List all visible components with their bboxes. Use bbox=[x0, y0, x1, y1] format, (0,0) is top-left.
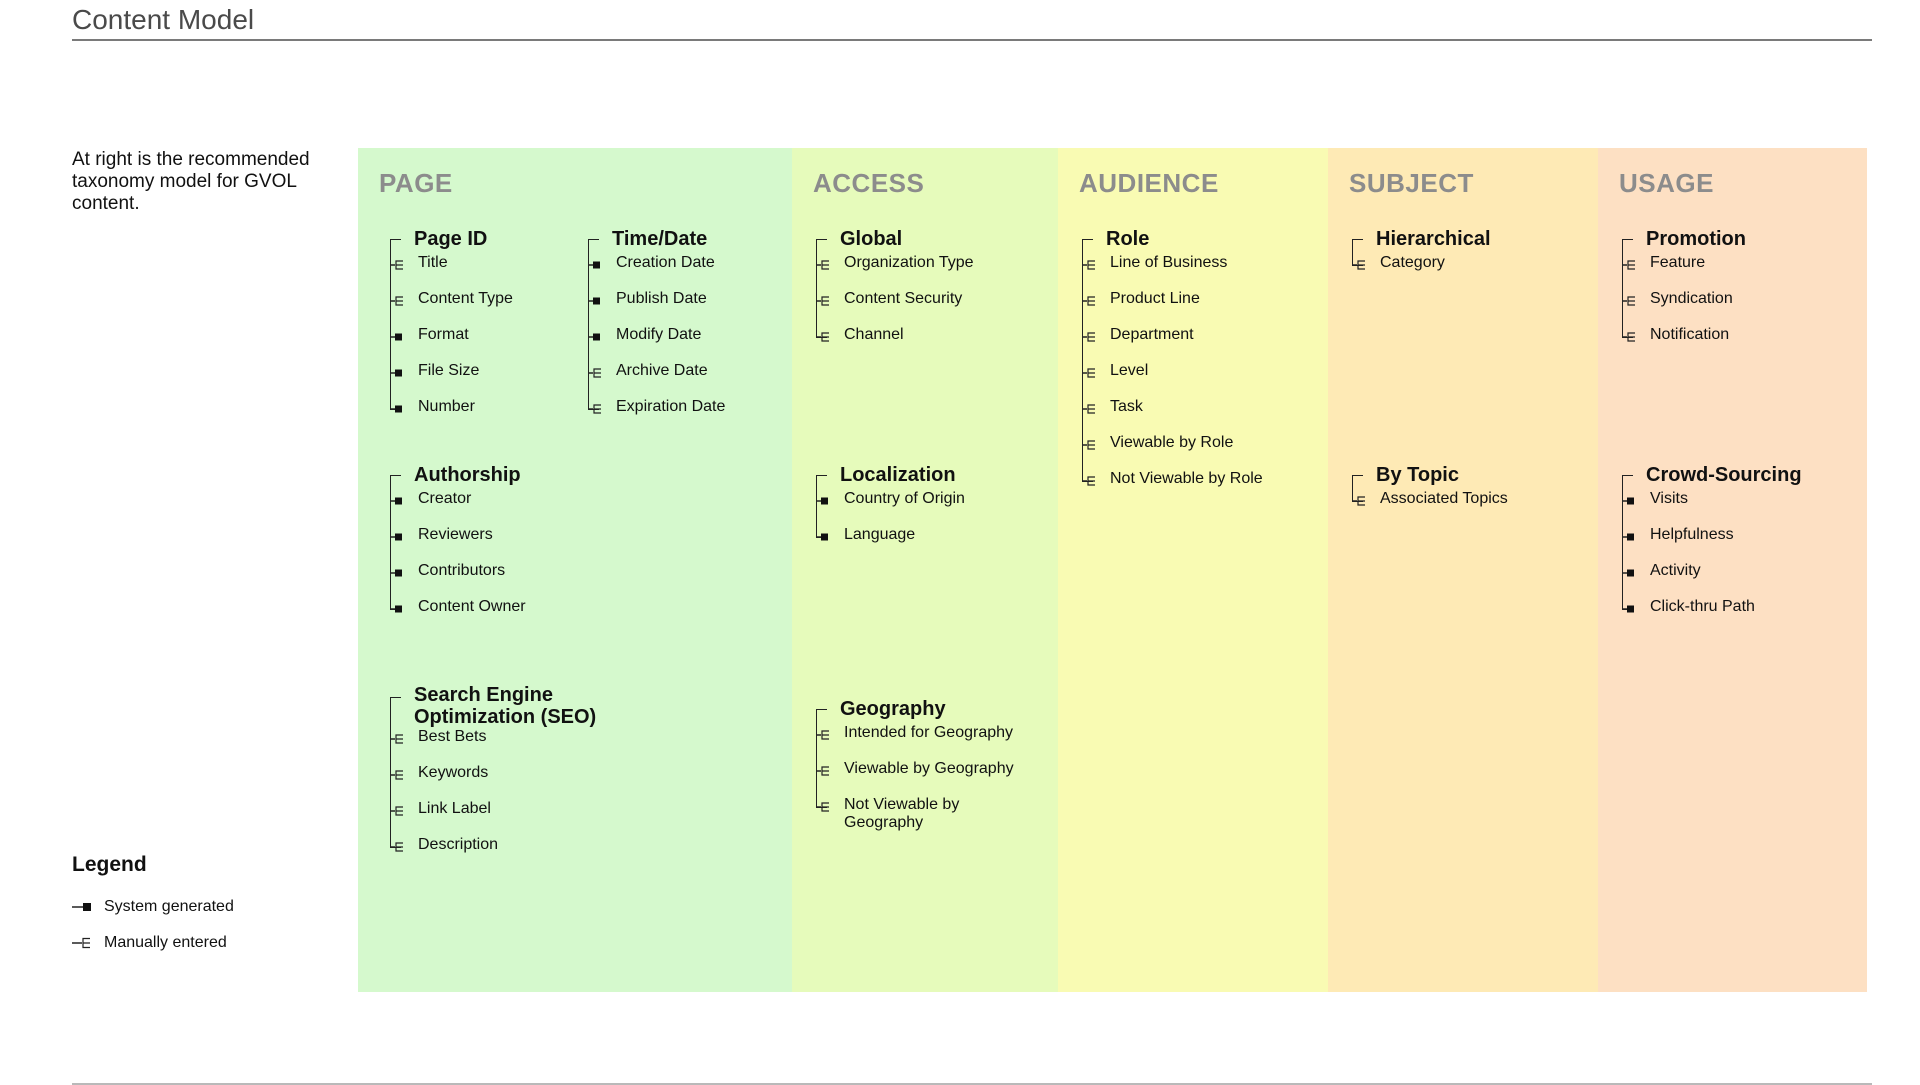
manually-entered-icon bbox=[588, 403, 602, 415]
manually-entered-icon bbox=[1082, 331, 1096, 343]
item-type-marker bbox=[588, 402, 602, 420]
item-label: Format bbox=[418, 326, 469, 343]
manually-entered-icon bbox=[390, 805, 404, 817]
manually-entered-icon bbox=[1082, 403, 1096, 415]
column-title: USAGE bbox=[1619, 168, 1714, 198]
manually-entered-icon bbox=[816, 331, 830, 343]
item-label: Feature bbox=[1650, 254, 1706, 271]
item-type-marker bbox=[1622, 530, 1636, 548]
group-title: Role bbox=[1106, 228, 1150, 250]
column-title: ACCESS bbox=[813, 168, 925, 198]
system-generated-icon bbox=[72, 901, 94, 913]
item-type-marker bbox=[1082, 294, 1096, 312]
item-type-marker bbox=[1622, 258, 1636, 276]
item-type-marker bbox=[1352, 258, 1366, 276]
item-type-marker bbox=[816, 530, 830, 548]
system-generated-icon bbox=[390, 367, 404, 379]
manually-entered-icon bbox=[1352, 495, 1366, 507]
item-type-marker bbox=[1622, 494, 1636, 512]
item-type-marker bbox=[1352, 494, 1366, 512]
manually-entered-icon bbox=[1622, 295, 1636, 307]
legend-row-system bbox=[72, 889, 234, 925]
system-generated-icon bbox=[588, 259, 602, 271]
group-title: Global bbox=[840, 228, 903, 250]
group-title: Geography bbox=[840, 698, 946, 720]
item-type-marker bbox=[390, 402, 404, 420]
legend-row-manual bbox=[72, 925, 234, 961]
manually-entered-icon bbox=[1082, 295, 1096, 307]
manually-entered-icon bbox=[1082, 367, 1096, 379]
manually-entered-icon bbox=[1082, 439, 1096, 451]
item-label: Notification bbox=[1650, 326, 1730, 343]
group-title: Promotion bbox=[1646, 228, 1746, 250]
group-title: Crowd-Sourcing bbox=[1646, 464, 1802, 486]
group-bracket bbox=[816, 709, 827, 808]
item-label: Channel bbox=[844, 326, 904, 343]
item-label: Modify Date bbox=[616, 326, 702, 343]
item-label: Description bbox=[418, 836, 499, 853]
item-type-marker bbox=[816, 258, 830, 276]
title-divider bbox=[72, 39, 1872, 41]
item-label: Associated Topics bbox=[1380, 490, 1508, 507]
item-type-marker bbox=[816, 294, 830, 312]
item-label: Content Type bbox=[418, 290, 513, 307]
column-usage bbox=[1598, 148, 1867, 992]
manually-entered-icon bbox=[390, 841, 404, 853]
item-type-marker bbox=[1082, 438, 1096, 456]
column-subject bbox=[1328, 148, 1598, 992]
intro-text: At right is the recommended taxonomy model for GVOL content. bbox=[72, 149, 310, 214]
item-type-marker bbox=[588, 330, 602, 348]
item-type-marker bbox=[390, 494, 404, 512]
item-label: Contributors bbox=[418, 562, 506, 579]
manually-entered-icon bbox=[390, 295, 404, 307]
manually-entered-icon bbox=[816, 729, 830, 741]
item-type-marker bbox=[588, 294, 602, 312]
item-label: Content Owner bbox=[418, 598, 526, 615]
item-type-marker bbox=[1082, 402, 1096, 420]
system-generated-icon bbox=[1622, 495, 1636, 507]
group-title: Search Engine Optimization (SEO) bbox=[414, 684, 597, 728]
system-generated-icon bbox=[390, 403, 404, 415]
system-generated-icon bbox=[390, 531, 404, 543]
item-type-marker bbox=[588, 258, 602, 276]
item-type-marker bbox=[1622, 294, 1636, 312]
manually-entered-icon bbox=[816, 801, 830, 813]
item-label: Language bbox=[844, 526, 916, 543]
item-type-marker bbox=[588, 366, 602, 384]
manually-entered-icon bbox=[816, 765, 830, 777]
item-label: Category bbox=[1380, 254, 1445, 271]
item-type-marker bbox=[816, 728, 830, 746]
item-label: Creator bbox=[418, 490, 472, 507]
manually-entered-icon bbox=[1622, 331, 1636, 343]
system-generated-icon bbox=[1622, 603, 1636, 615]
manually-entered-icon bbox=[1622, 259, 1636, 271]
item-label: Click-thru Path bbox=[1650, 598, 1755, 615]
item-label: Visits bbox=[1650, 490, 1688, 507]
item-label: File Size bbox=[418, 362, 480, 379]
item-label: Line of Business bbox=[1110, 254, 1228, 271]
item-type-marker bbox=[816, 330, 830, 348]
legend bbox=[72, 853, 234, 961]
legend-system-label: System generated bbox=[104, 898, 234, 915]
manually-entered-icon bbox=[1082, 259, 1096, 271]
item-label: Task bbox=[1110, 398, 1143, 415]
item-type-marker bbox=[816, 764, 830, 782]
item-type-marker bbox=[816, 494, 830, 512]
column-page bbox=[358, 148, 792, 992]
item-label: Title bbox=[418, 254, 448, 271]
item-label: Helpfulness bbox=[1650, 526, 1734, 543]
item-type-marker bbox=[1082, 258, 1096, 276]
item-type-marker bbox=[1082, 474, 1096, 492]
item-type-marker bbox=[390, 330, 404, 348]
item-label: Country of Origin bbox=[844, 490, 965, 507]
column-title: AUDIENCE bbox=[1079, 168, 1219, 198]
item-label: Reviewers bbox=[418, 526, 493, 543]
manually-entered-icon bbox=[1352, 259, 1366, 271]
column-title: PAGE bbox=[379, 168, 453, 198]
item-type-marker bbox=[390, 366, 404, 384]
system-generated-icon bbox=[390, 331, 404, 343]
item-type-marker bbox=[1622, 330, 1636, 348]
item-label: Department bbox=[1110, 326, 1194, 343]
item-label: Number bbox=[418, 398, 475, 415]
manually-entered-icon bbox=[390, 769, 404, 781]
item-label: Activity bbox=[1650, 562, 1701, 579]
item-type-marker bbox=[390, 840, 404, 858]
item-label: Not Viewable by Geography bbox=[844, 796, 960, 831]
item-label: Viewable by Role bbox=[1110, 434, 1234, 451]
item-label: Keywords bbox=[418, 764, 489, 781]
system-generated-icon bbox=[1622, 567, 1636, 579]
group-title: Hierarchical bbox=[1376, 228, 1491, 250]
item-type-marker bbox=[1082, 330, 1096, 348]
group-title: Page ID bbox=[414, 228, 488, 250]
group-title: Localization bbox=[840, 464, 956, 486]
item-type-marker bbox=[390, 258, 404, 276]
system-generated-icon bbox=[588, 295, 602, 307]
column-title: SUBJECT bbox=[1349, 168, 1474, 198]
group-title: Time/Date bbox=[612, 228, 708, 250]
item-type-marker bbox=[390, 566, 404, 584]
item-type-marker bbox=[1082, 366, 1096, 384]
item-label: Expiration Date bbox=[616, 398, 726, 415]
item-type-marker bbox=[390, 804, 404, 822]
item-type-marker bbox=[390, 768, 404, 786]
system-generated-icon bbox=[390, 567, 404, 579]
system-generated-icon bbox=[588, 331, 602, 343]
item-label: Intended for Geography bbox=[844, 724, 1014, 741]
manually-entered-icon bbox=[816, 259, 830, 271]
system-generated-icon bbox=[1622, 531, 1636, 543]
item-type-marker bbox=[390, 732, 404, 750]
item-label: Link Label bbox=[418, 800, 491, 817]
manually-entered-icon bbox=[816, 295, 830, 307]
group-bracket bbox=[1622, 239, 1633, 338]
column-access bbox=[792, 148, 1058, 992]
item-label: Syndication bbox=[1650, 290, 1733, 307]
item-label: Product Line bbox=[1110, 290, 1200, 307]
page-title: Content Model bbox=[72, 4, 255, 35]
group-title: Authorship bbox=[414, 464, 521, 486]
item-label: Viewable by Geography bbox=[844, 760, 1014, 777]
item-label: Not Viewable by Role bbox=[1110, 470, 1263, 487]
item-type-marker bbox=[390, 294, 404, 312]
group-title: By Topic bbox=[1376, 464, 1459, 486]
item-type-marker bbox=[816, 800, 830, 818]
legend-title: Legend bbox=[72, 853, 147, 876]
manually-entered-icon bbox=[72, 937, 94, 949]
item-label: Organization Type bbox=[844, 254, 974, 271]
column-audience bbox=[1058, 148, 1328, 992]
system-generated-icon bbox=[390, 603, 404, 615]
item-label: Archive Date bbox=[616, 362, 708, 379]
system-generated-icon bbox=[390, 495, 404, 507]
system-generated-icon bbox=[816, 531, 830, 543]
item-label: Content Security bbox=[844, 290, 963, 307]
item-type-marker bbox=[1622, 602, 1636, 620]
manually-entered-icon bbox=[390, 259, 404, 271]
manually-entered-icon bbox=[1082, 475, 1096, 487]
item-type-marker bbox=[390, 602, 404, 620]
item-label: Publish Date bbox=[616, 290, 707, 307]
system-generated-icon bbox=[816, 495, 830, 507]
item-type-marker bbox=[1622, 566, 1636, 584]
item-label: Creation Date bbox=[616, 254, 715, 271]
legend-manual-label: Manually entered bbox=[104, 934, 227, 951]
manually-entered-icon bbox=[588, 367, 602, 379]
manually-entered-icon bbox=[390, 733, 404, 745]
group-bracket bbox=[816, 239, 827, 338]
item-type-marker bbox=[390, 530, 404, 548]
item-label: Level bbox=[1110, 362, 1149, 379]
item-label: Best Bets bbox=[418, 728, 487, 745]
